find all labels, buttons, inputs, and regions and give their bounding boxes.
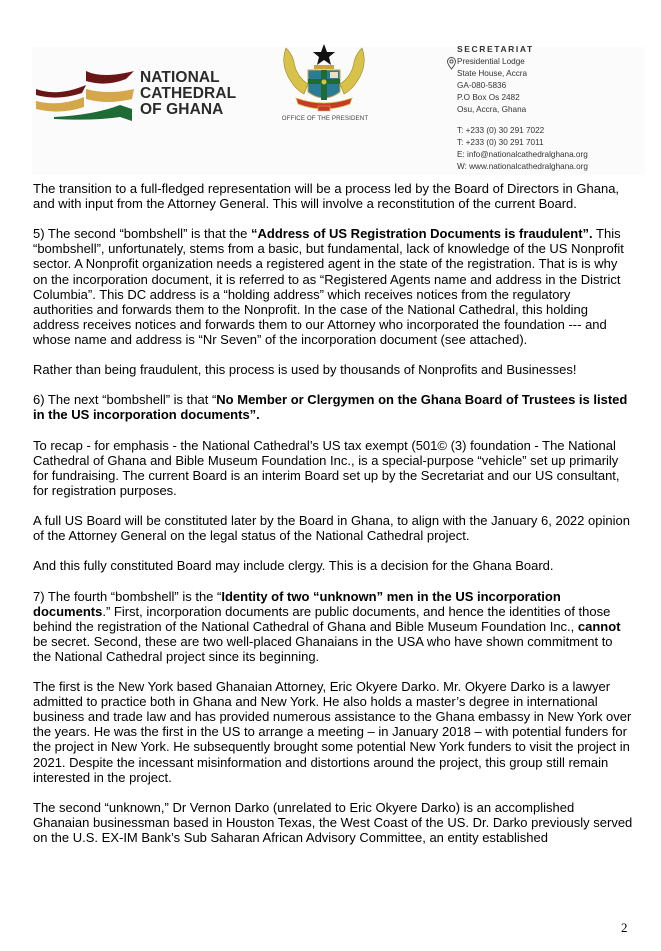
text: .” First, incorporation documents are public documents, and hence the identities of those behind the registration of the National Cathedral of Ghana and Bible Museum Foundation Inc., <box>33 603 611 634</box>
letterhead <box>32 44 645 175</box>
paragraph-recap: To recap - for emphasis - the National Cathedral’s US tax exempt (501© (3) foundation - The National Cathedral of Ghana and Bible Museum Foundation Inc., is a special-purpose “vehicle” set up primarily for fundraising. The current Board is an interim Board set up by the Secretariat and our US consultant, for registration purposes. <box>33 437 620 498</box>
paragraph-full-board: A full US Board will be constituted later by the Board in Ghana, to align with the January 6, 2022 opinion of the Attorney General on the legal status of the National Cathedral project. <box>33 513 630 544</box>
text: 7) The fourth “bombshell” is the “ <box>33 588 222 604</box>
page-number: 2 <box>621 920 628 935</box>
text: This “bombshell”, unfortunately, stems from a basic, but fundamental, lack of knowledge of the US Nonprofit sector. A Nonprofit organization needs a registered agent in the state of the registration. That is is why on the incorporation document, it is referred to as “Registered Agents name and address in the District Columbia”. This DC address is a “holding address” which receives notices from the regulatory authorities and forwards them to the Nonprofit. In the case of the National Cathedral, this holding address receives notices and forwards them to our Attorney who incorporated the foundation --- and whose name and address is “Nr Seven” of the incorporation document (see attached). <box>33 226 624 347</box>
logo-line-3: OF GHANA <box>140 101 224 118</box>
email: E: info@nationalcathedralghana.org <box>457 150 588 159</box>
paragraph-first-person: The first is the New York based Ghanaian Attorney, Eric Okyere Darko. Mr. Okyere Darko is a lawyer admitted to practice both in Ghana and New York. He also holds a master’s degree in international business and trade law and has provided numerous assistance to the Ghana embassy in New York over the years. He was the first in the US to arrange a meeting – in January 2018 – with potential funders for the project in New York. He subsequently brought some potential New York funders to visit the project in 2021. Despite the incessant misinformation and distortions around the project, this group still remain interested in the project. <box>33 679 632 785</box>
bold-claim: No Member or Clergymen on the Ghana Board of Trustees is listed in the US incorporation documents”. <box>33 392 628 423</box>
text: be secret. Second, these are two well-placed Ghanaians in the USA who have shown commitment to the National Cathedral project since its beginning. <box>33 633 613 664</box>
paragraph-clergy: And this fully constituted Board may include clergy. This is a decision for the Ghana Board. <box>33 558 554 574</box>
coat-of-arms-icon <box>274 40 374 118</box>
phone-2: T: +233 (0) 30 291 7011 <box>457 138 544 147</box>
logo-wordmark <box>140 70 236 118</box>
paragraph-rather: Rather than being fraudulent, this process is used by thousands of Nonprofits and Businesses! <box>33 362 577 378</box>
paragraph-point-7 <box>33 589 633 664</box>
crest-caption: OFFICE OF THE PRESIDENT <box>281 115 369 122</box>
phone-1: T: +233 (0) 30 291 7022 <box>457 126 545 135</box>
letter-body <box>33 181 633 860</box>
logo-line-2: CATHEDRAL <box>140 85 237 102</box>
address-line: State House, Accra <box>457 69 528 78</box>
secretariat-title: SECRETARIAT <box>457 44 534 54</box>
national-cathedral-logo <box>34 57 237 127</box>
website: W: www.nationalcathedralghana.org <box>457 162 588 171</box>
secretariat-address <box>457 56 527 116</box>
address-line: Osu, Accra, Ghana <box>457 105 527 114</box>
location-pin-icon <box>447 57 456 70</box>
text: 6) The next “bombshell” is that “ <box>33 392 217 408</box>
address-line: GA-080-5836 <box>457 81 507 90</box>
bold-claim: “Address of US Registration Documents is fraudulent”. <box>251 226 593 242</box>
paragraph-point-6 <box>33 392 633 422</box>
address-line: Presidential Lodge <box>457 57 525 66</box>
paragraph-second-person: The second “unknown,” Dr Vernon Darko (unrelated to Eric Okyere Darko) is an accomplished Ghanaian businessman based in Houston Texas, the West Coast of the US. Dr. Darko previously served on the U.S. EX-IM Bank’s Sub Saharan African Advisory Committee, an entity established <box>33 799 633 846</box>
address-line: P.O Box Os 2482 <box>457 93 520 102</box>
bold-claim: Identity of two “unknown” men in the US incorporation documents <box>33 588 561 619</box>
logo-line-1: NATIONAL <box>140 69 220 86</box>
text: 5) The second “bombshell” is that the <box>33 226 251 242</box>
secretariat-contacts <box>457 125 588 173</box>
paragraph-transition: The transition to a full-fledged representation will be a process led by the Board of Directors in Ghana, and with input from the Attorney General. This will involve a reconstitution of the current Board. <box>33 181 620 212</box>
paragraph-point-5 <box>33 226 633 347</box>
bold-word: cannot <box>577 618 621 634</box>
cathedral-roof-icon <box>34 57 138 127</box>
